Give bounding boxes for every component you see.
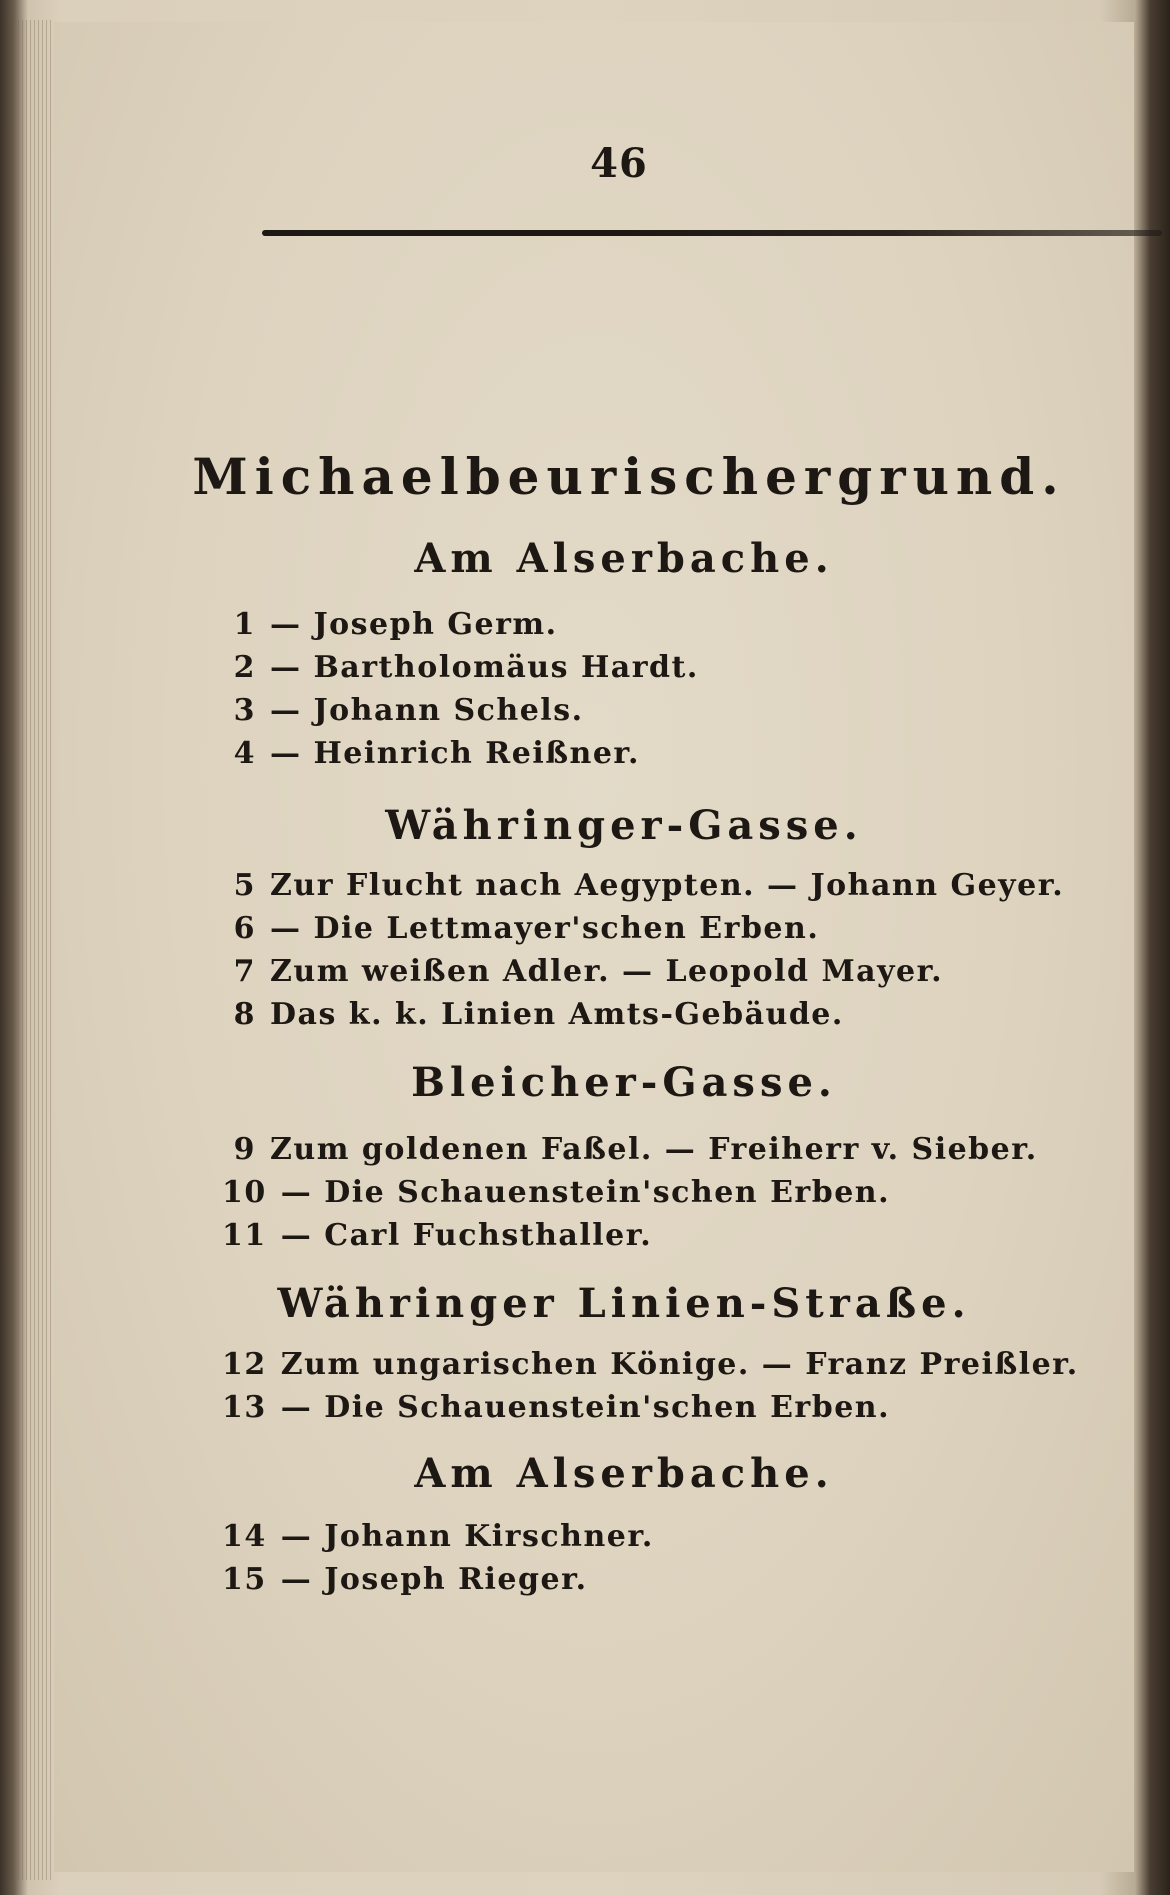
house-number: 15: [222, 1562, 267, 1597]
house-owner: — Carl Fuchsthaller.: [280, 1218, 653, 1253]
house-owner: — Joseph Germ.: [270, 607, 558, 642]
house-number: 11: [222, 1218, 267, 1253]
house-entry: [222, 650, 699, 685]
house-owner: — Die Schauenstein'schen Erben.: [280, 1390, 891, 1425]
page-edges: [14, 20, 54, 1880]
house-owner: — Johann Kirschner.: [280, 1519, 654, 1554]
header-rule: [262, 230, 1162, 236]
house-entry: [222, 1390, 890, 1425]
section-heading: Währinger-Gasse.: [385, 802, 863, 849]
house-entry: [222, 693, 584, 728]
house-number: 1: [233, 607, 256, 642]
house-number: 13: [222, 1390, 267, 1425]
house-owner: Zum goldenen Faßel. — Freiherr v. Sieber.: [270, 1132, 1038, 1167]
house-entry: [222, 607, 558, 642]
house-owner: Das k. k. Linien Amts-Gebäude.: [270, 997, 844, 1032]
house-number: 7: [233, 954, 256, 989]
house-number: 3: [233, 693, 256, 728]
house-entry: [222, 1347, 1079, 1382]
house-number: 2: [233, 650, 256, 685]
house-number: 6: [233, 911, 256, 946]
house-entry: [222, 1132, 1038, 1167]
house-entry: [222, 868, 1064, 903]
page-number: 46: [590, 140, 648, 187]
house-owner: Zur Flucht nach Aegypten. — Johann Geyer.: [270, 868, 1065, 903]
house-number: 9: [233, 1132, 256, 1167]
house-entry: [222, 954, 943, 989]
house-number: 14: [222, 1519, 267, 1554]
district-title: Michaelbeurischergrund.: [192, 447, 1066, 506]
house-owner: — Die Lettmayer'schen Erben.: [270, 911, 820, 946]
house-owner: — Joseph Rieger.: [280, 1562, 588, 1597]
house-number: 12: [222, 1347, 267, 1382]
house-owner: Zum ungarischen Könige. — Franz Preißler.: [280, 1347, 1079, 1382]
house-entry: [222, 1562, 588, 1597]
section-heading: Bleicher-Gasse.: [411, 1059, 837, 1106]
house-owner: — Die Schauenstein'schen Erben.: [280, 1175, 891, 1210]
house-entry: [222, 736, 640, 771]
book-page: [54, 22, 1134, 1872]
house-number: 5: [233, 868, 256, 903]
section-heading: Währinger Linien-Straße.: [277, 1280, 971, 1327]
house-number: 4: [233, 736, 256, 771]
section-heading: Am Alserbache.: [414, 1450, 834, 1497]
section-heading: Am Alserbache.: [414, 535, 834, 582]
house-owner: — Johann Schels.: [270, 693, 584, 728]
house-number: 10: [222, 1175, 267, 1210]
house-entry: [222, 1175, 890, 1210]
house-number: 8: [233, 997, 256, 1032]
house-owner: Zum weißen Adler. — Leopold Mayer.: [270, 954, 944, 989]
house-entry: [222, 1519, 654, 1554]
house-owner: — Bartholomäus Hardt.: [270, 650, 699, 685]
house-entry: [222, 1218, 652, 1253]
house-owner: — Heinrich Reißner.: [270, 736, 640, 771]
house-entry: [222, 911, 819, 946]
house-entry: [222, 997, 844, 1032]
